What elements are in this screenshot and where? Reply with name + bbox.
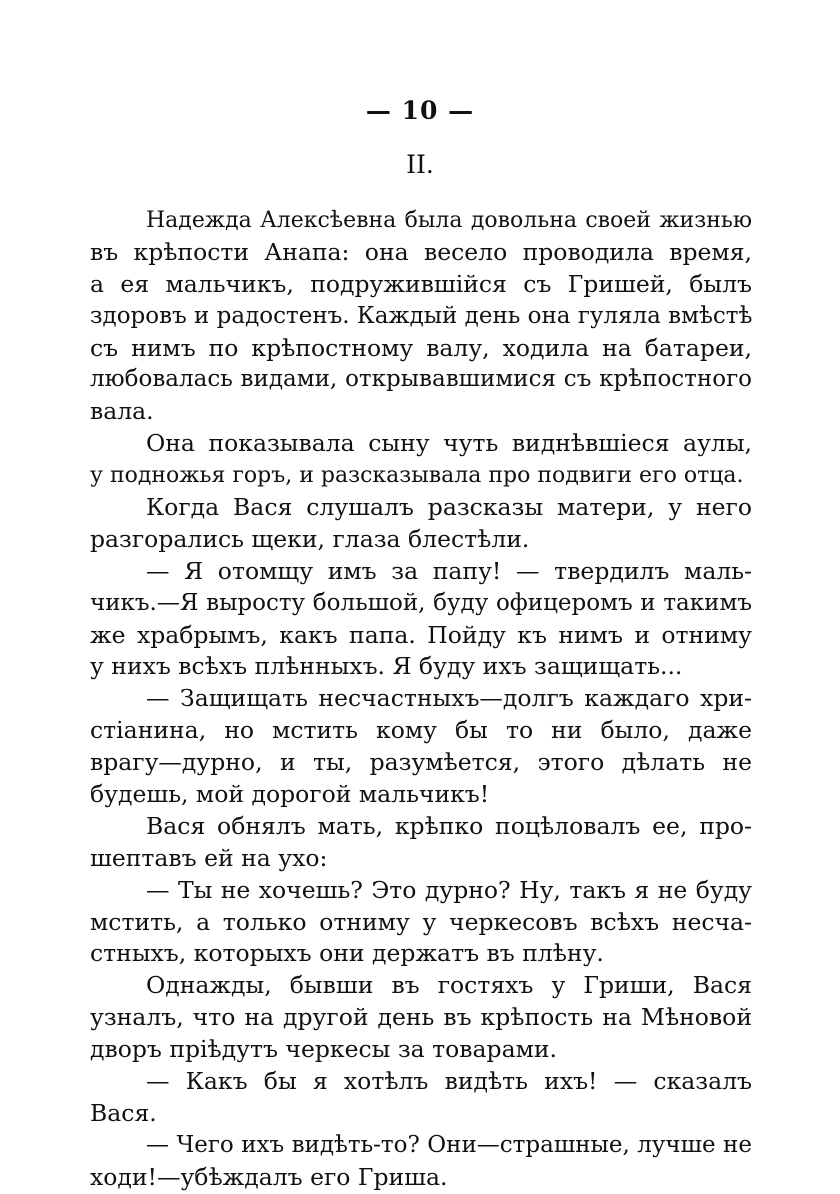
text-line: врагу—дурно, и ты, разумѣется, этого дѣлать не bbox=[90, 748, 752, 777]
text-line: Когда Вася слушалъ разсказы матери, у него bbox=[146, 493, 752, 522]
text-line: стіанина, но мстить кому бы то ни было, даже bbox=[90, 716, 752, 745]
text-line: стныхъ, которыхъ они держатъ въ плѣну. bbox=[90, 939, 604, 968]
text-line: Она показывала сыну чуть виднѣвшіеся аулы, bbox=[146, 429, 752, 458]
text-line: Надежда Алексѣевна была довольна своей жизнью bbox=[146, 208, 752, 233]
text-line: же храбрымъ, какъ папа. Пойду къ нимъ и отниму bbox=[90, 620, 752, 649]
text-line: Вася. bbox=[90, 1098, 157, 1127]
text-line: мстить, а только отниму у черкесовъ всѣхъ несча- bbox=[90, 907, 752, 936]
text-line: а ея мальчикъ, подружившійся съ Гришей, былъ bbox=[90, 269, 752, 298]
text-line: узналъ, что на другой день въ крѣпость на Мѣновой bbox=[90, 1003, 752, 1032]
text-line: вала. bbox=[90, 397, 154, 426]
text-line: дворъ пріѣдутъ черкесы за товарами. bbox=[90, 1035, 557, 1064]
text-line: ходи!—убѣждалъ его Гриша. bbox=[90, 1162, 448, 1191]
page-number: — 10 — bbox=[365, 96, 475, 125]
text-line: шептавъ ей на ухо: bbox=[90, 843, 328, 872]
text-line: съ нимъ по крѣпостному валу, ходила на батареи, bbox=[90, 333, 752, 362]
text-line: у подножья горъ, и разсказывала про подвиги его отца. bbox=[90, 463, 744, 489]
text-line: — Чего ихъ видѣть-то? Они—страшные, лучше не bbox=[146, 1131, 752, 1158]
text-line: будешь, мой дорогой мальчикъ! bbox=[90, 780, 490, 809]
text-line: разгорались щеки, глаза блестѣли. bbox=[90, 524, 530, 553]
text-line: здоровъ и радостенъ. Каждый день она гуляла вмѣстѣ bbox=[90, 302, 752, 329]
chapter-heading: II. bbox=[406, 150, 434, 179]
text-line: — Защищать несчастныхъ—долгъ каждаго хри- bbox=[146, 684, 752, 713]
text-line: — Ты не хочешь? Это дурно? Ну, такъ я не буду bbox=[146, 875, 752, 904]
text-line: любовалась видами, открывавшимися съ крѣпостного bbox=[90, 366, 752, 393]
text-line: Однажды, бывши въ гостяхъ у Гриши, Вася bbox=[146, 971, 752, 1000]
text-line: Вася обнялъ мать, крѣпко поцѣловалъ ее, про- bbox=[146, 811, 752, 840]
text-line: — Какъ бы я хотѣлъ видѣть ихъ! — сказалъ bbox=[146, 1067, 752, 1096]
text-line: чикъ.—Я выросту большой, буду офицеромъ и такимъ bbox=[90, 589, 752, 616]
text-line: у нихъ всѣхъ плѣнныхъ. Я буду ихъ защищать... bbox=[90, 652, 683, 681]
text-line: въ крѣпости Анапа: она весело проводила время, bbox=[90, 237, 752, 266]
text-line: — Я отомщу имъ за папу! — твердилъ маль- bbox=[146, 556, 752, 585]
body-text bbox=[90, 205, 752, 1194]
